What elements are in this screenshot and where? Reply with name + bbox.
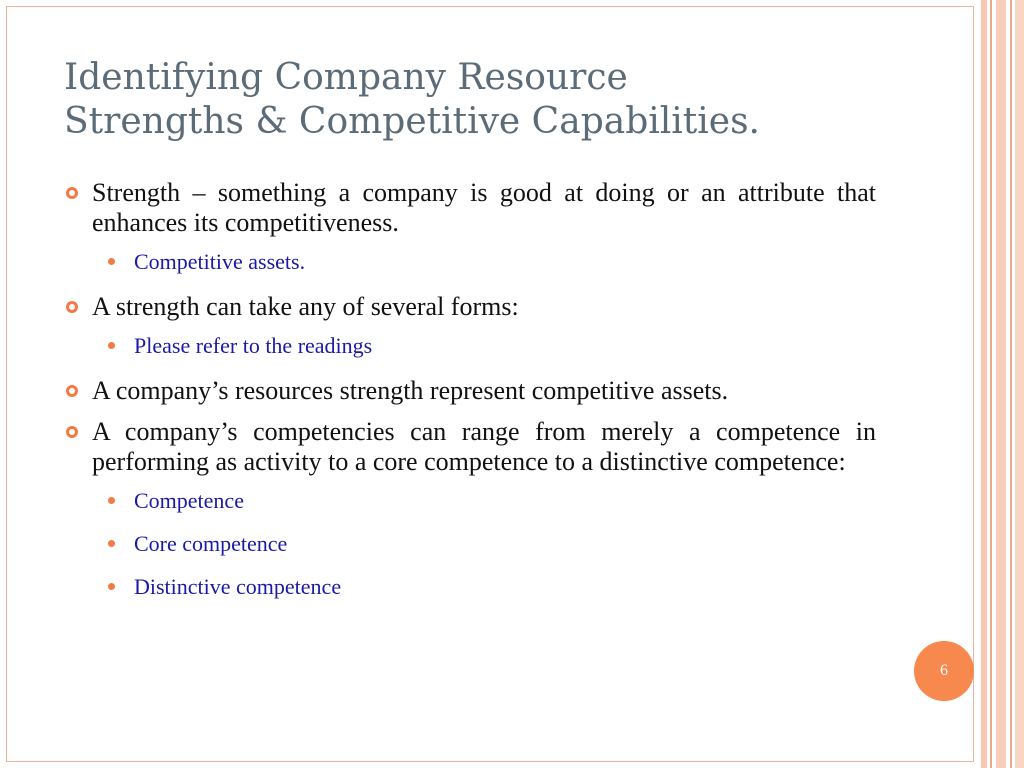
dot-bullet-icon (108, 497, 115, 504)
ring-bullet-icon (66, 426, 78, 438)
bullet-text: A company’s competencies can range from merely a competence in performing as activity to a core competence to a distinctive competence: (92, 417, 876, 476)
ring-bullet-icon (66, 301, 78, 313)
dot-bullet-icon (108, 258, 115, 265)
sub-bullet-text: Please refer to the readings (134, 333, 373, 358)
sub-bullet-item (64, 488, 876, 514)
decor-stripe (1015, 0, 1024, 768)
slide-body (64, 178, 876, 617)
sub-bullet-text: Competitive assets. (134, 249, 306, 274)
bullet-item (64, 178, 876, 238)
dot-bullet-icon (108, 540, 115, 547)
bullet-item (64, 376, 876, 406)
sub-bullet-text: Core competence (134, 531, 288, 556)
sub-bullet-text: Distinctive competence (134, 574, 342, 599)
slide-title-line-1: Identifying Company Resource (64, 57, 628, 98)
sub-bullet-item (64, 249, 876, 275)
decor-stripe (981, 0, 987, 768)
slide-title (64, 56, 924, 144)
dot-bullet-icon (108, 342, 115, 349)
decor-stripe (996, 0, 1006, 768)
bullet-item (64, 292, 876, 322)
decor-stripe (1010, 0, 1012, 768)
page-number-badge (914, 641, 974, 701)
ring-bullet-icon (66, 385, 78, 397)
sub-bullet-item (64, 531, 876, 557)
bullet-text: A company’s resources strength represent competitive assets. (92, 376, 729, 405)
bullet-item (64, 417, 876, 477)
ring-bullet-icon (66, 187, 78, 199)
decor-stripe (990, 0, 992, 768)
slide-title-line-2: Strengths & Competitive Capabilities. (64, 101, 760, 142)
dot-bullet-icon (108, 583, 115, 590)
bullet-text: A strength can take any of several forms: (92, 292, 519, 321)
sub-bullet-text: Competence (134, 488, 244, 513)
bullet-text: Strength – something a company is good at doing or an attribute that enhances its competitiveness. (92, 178, 876, 237)
sub-bullet-item (64, 574, 876, 600)
page-number: 6 (940, 662, 948, 679)
sub-bullet-item (64, 333, 876, 359)
